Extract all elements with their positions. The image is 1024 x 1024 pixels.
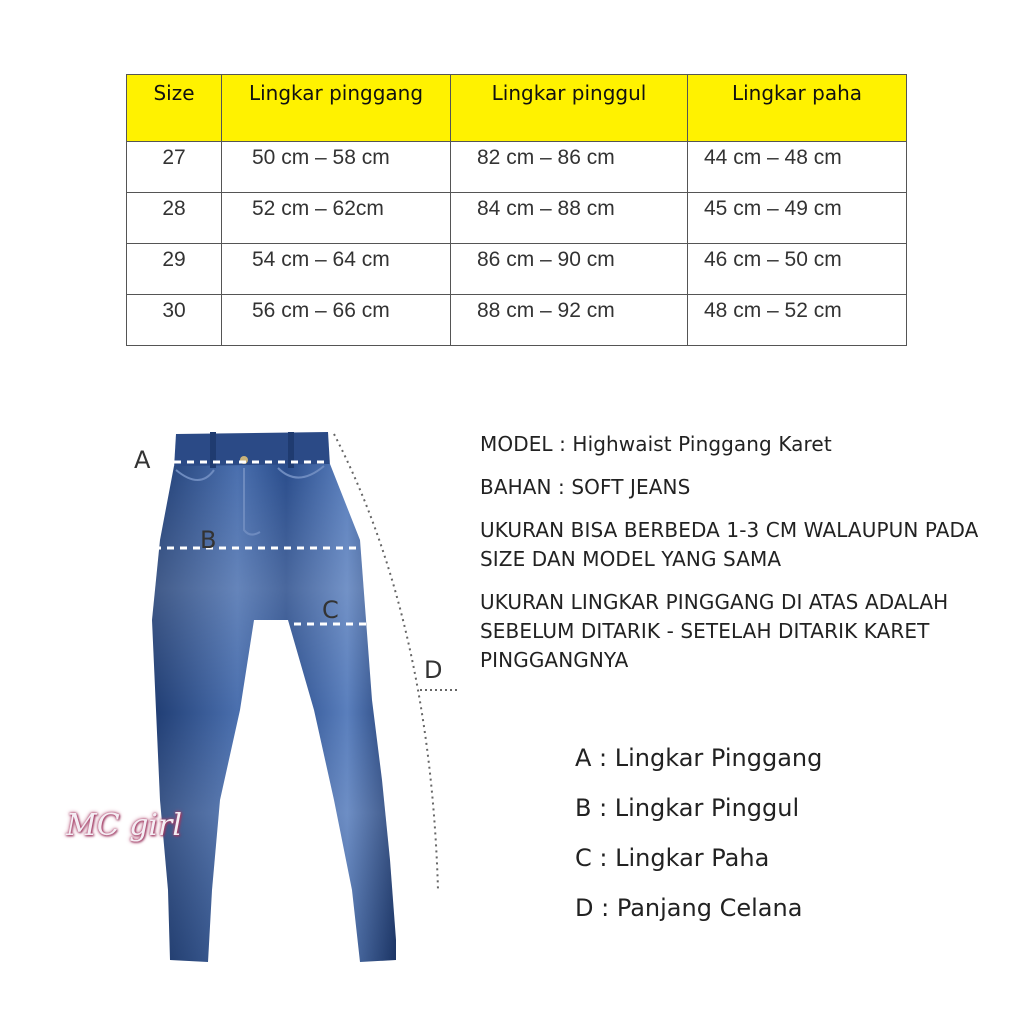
paha-cell: 45 cm – 49 cm <box>688 193 907 244</box>
legend-item-c: C : Lingkar Paha <box>575 844 770 872</box>
table-row <box>127 244 907 295</box>
header-size: Size <box>127 75 222 142</box>
header-lingkar-paha: Lingkar paha <box>688 75 907 142</box>
pinggang-cell: 54 cm – 64 cm <box>222 244 451 295</box>
paha-cell: 46 cm – 50 cm <box>688 244 907 295</box>
header-lingkar-pinggul: Lingkar pinggul <box>451 75 688 142</box>
pinggang-cell: 52 cm – 62cm <box>222 193 451 244</box>
jeans-image <box>120 420 480 980</box>
measurement-legend <box>575 740 822 940</box>
marker-a: A <box>134 446 151 474</box>
pinggul-cell: 86 cm – 90 cm <box>451 244 688 295</box>
size-cell: 30 <box>127 295 222 346</box>
jeans-illustration <box>120 420 480 980</box>
size-cell: 28 <box>127 193 222 244</box>
pinggul-cell: 84 cm – 88 cm <box>451 193 688 244</box>
product-info <box>480 430 1000 689</box>
size-variance-note: UKURAN BISA BERBEDA 1-3 CM WALAUPUN PADA SIZE DAN MODEL YANG SAMA <box>480 518 979 571</box>
legend-item-a: A : Lingkar Pinggang <box>575 744 823 772</box>
pinggul-cell: 82 cm – 86 cm <box>451 142 688 193</box>
waist-measure-note: UKURAN LINGKAR PINGGANG DI ATAS ADALAH SEBELUM DITARIK - SETELAH DITARIK KARET PINGGANGNYA <box>480 590 949 672</box>
table-row <box>127 142 907 193</box>
table-row <box>127 295 907 346</box>
paha-cell: 44 cm – 48 cm <box>688 142 907 193</box>
size-chart-table <box>126 74 907 346</box>
model-text: MODEL : Highwaist Pinggang Karet <box>480 432 832 456</box>
size-cell: 27 <box>127 142 222 193</box>
header-lingkar-pinggang: Lingkar pinggang <box>222 75 451 142</box>
paha-cell: 48 cm – 52 cm <box>688 295 907 346</box>
marker-d: D <box>424 656 443 684</box>
legend-item-d: D : Panjang Celana <box>575 894 803 922</box>
legend-item-b: B : Lingkar Pinggul <box>575 794 800 822</box>
pinggang-cell: 50 cm – 58 cm <box>222 142 451 193</box>
marker-b: B <box>200 526 217 554</box>
watermark-logo: MC girl <box>66 808 182 843</box>
table-header-row <box>127 75 907 142</box>
pinggul-cell: 88 cm – 92 cm <box>451 295 688 346</box>
pinggang-cell: 56 cm – 66 cm <box>222 295 451 346</box>
marker-c: C <box>322 596 339 624</box>
size-cell: 29 <box>127 244 222 295</box>
bahan-text: BAHAN : SOFT JEANS <box>480 475 691 499</box>
table-row <box>127 193 907 244</box>
